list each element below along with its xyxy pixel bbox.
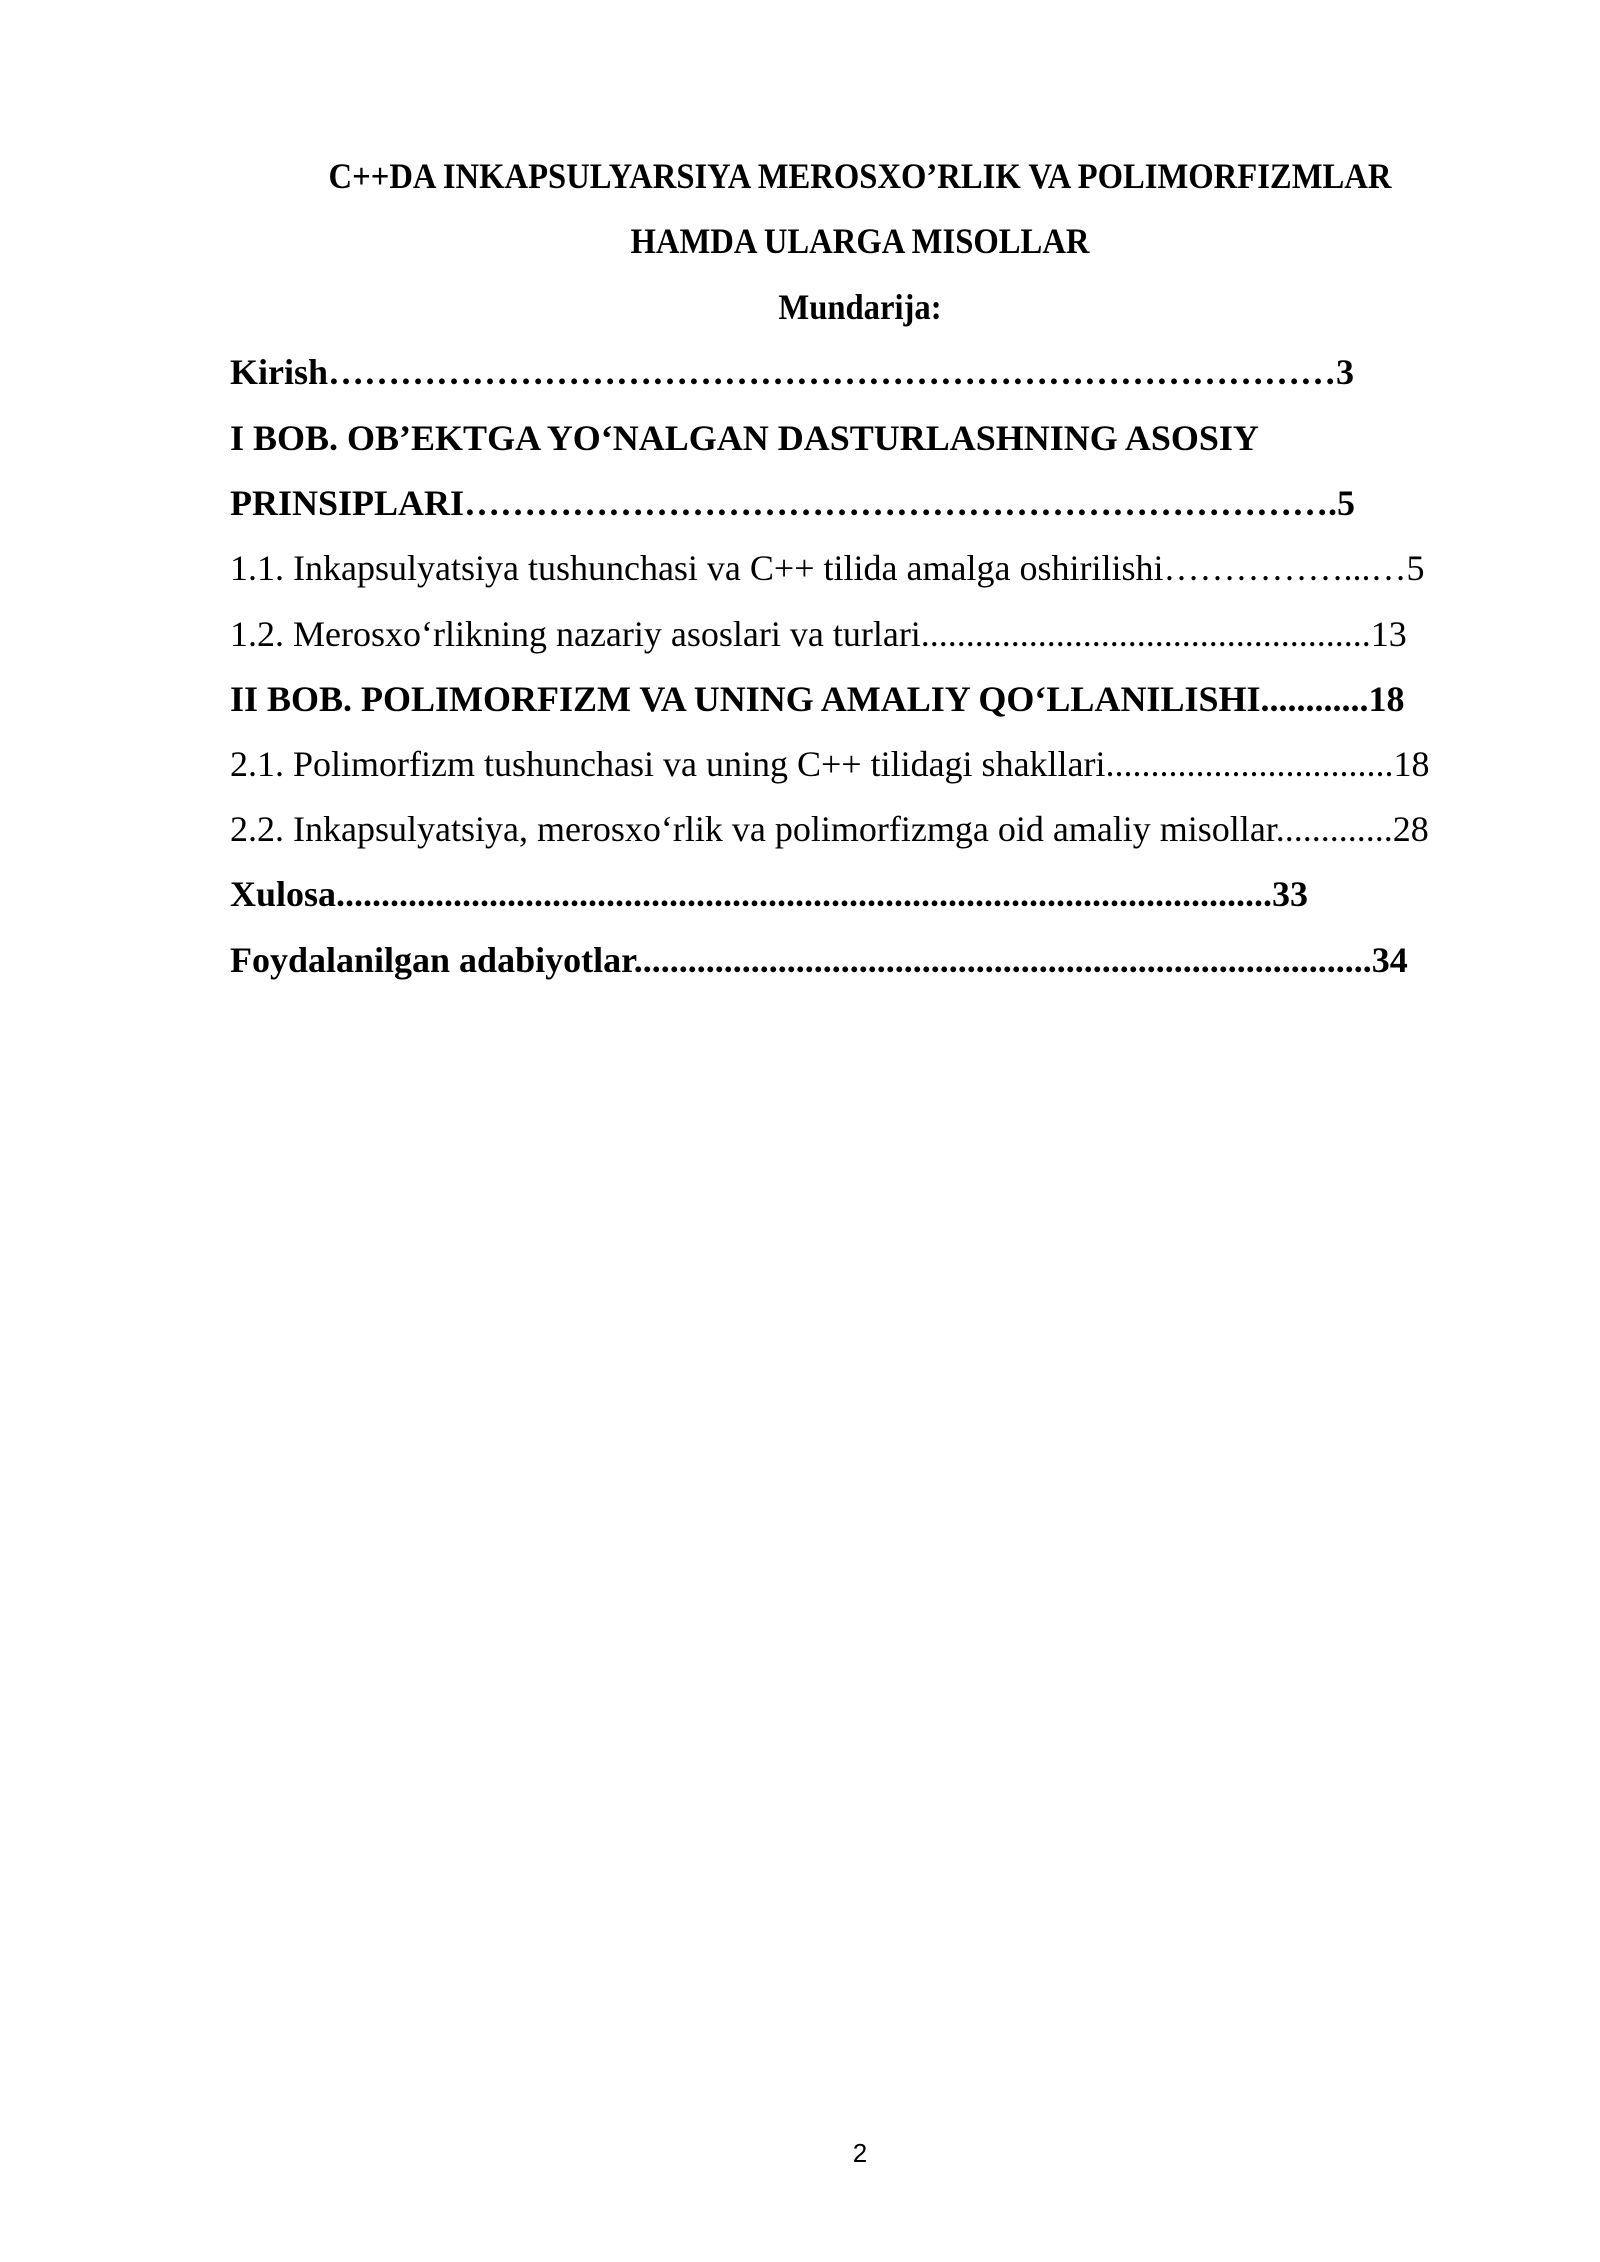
page-number: 2 <box>852 2138 868 2168</box>
toc-entry-2-2: 2.2. Inkapsulyatsiya, merosxo‘rlik va polimorfizmga oid amaliy misollar.............28 <box>230 809 1429 849</box>
toc-entry-chapter-1-line-2: PRINSIPLARI……………………………………………………………….5 <box>230 483 1356 523</box>
toc-entry-1-2: 1.2. Merosxo‘rlikning nazariy asoslari va turlari..................................................13 <box>230 614 1407 654</box>
toc-entry-chapter-1-line-1: I BOB. OB’EKTGA YO‘NALGAN DASTURLASHNING ASOSIY <box>230 418 1259 458</box>
toc-entry-adabiyotlar: Foydalanilgan adabiyotlar..................................................................................34 <box>230 940 1408 980</box>
toc-heading: Mundarija: <box>778 287 942 327</box>
toc-entry-kirish: Kirish…………………………………………………………………………3 <box>230 352 1355 392</box>
document-title-line-2: HAMDA ULARGA MISOLLAR <box>630 221 1090 261</box>
document-title-line-1: C++DA INKAPSULYARSIYA MEROSXO’RLIK VA POLIMORFIZMLAR <box>328 156 1392 196</box>
toc-entry-chapter-2: II BOB. POLIMORFIZM VA UNING AMALIY QO‘LLANILISHI............18 <box>230 679 1405 719</box>
toc-entry-2-1: 2.1. Polimorfizm tushunchasi va uning C++ tilidagi shakllari................................18 <box>230 744 1430 784</box>
toc-entry-xulosa: Xulosa........................................................................................................33 <box>230 874 1309 914</box>
toc-entry-1-1: 1.1. Inkapsulyatsiya tushunchasi va C++ tilida amalga oshirilishi……………...…5 <box>230 548 1425 588</box>
